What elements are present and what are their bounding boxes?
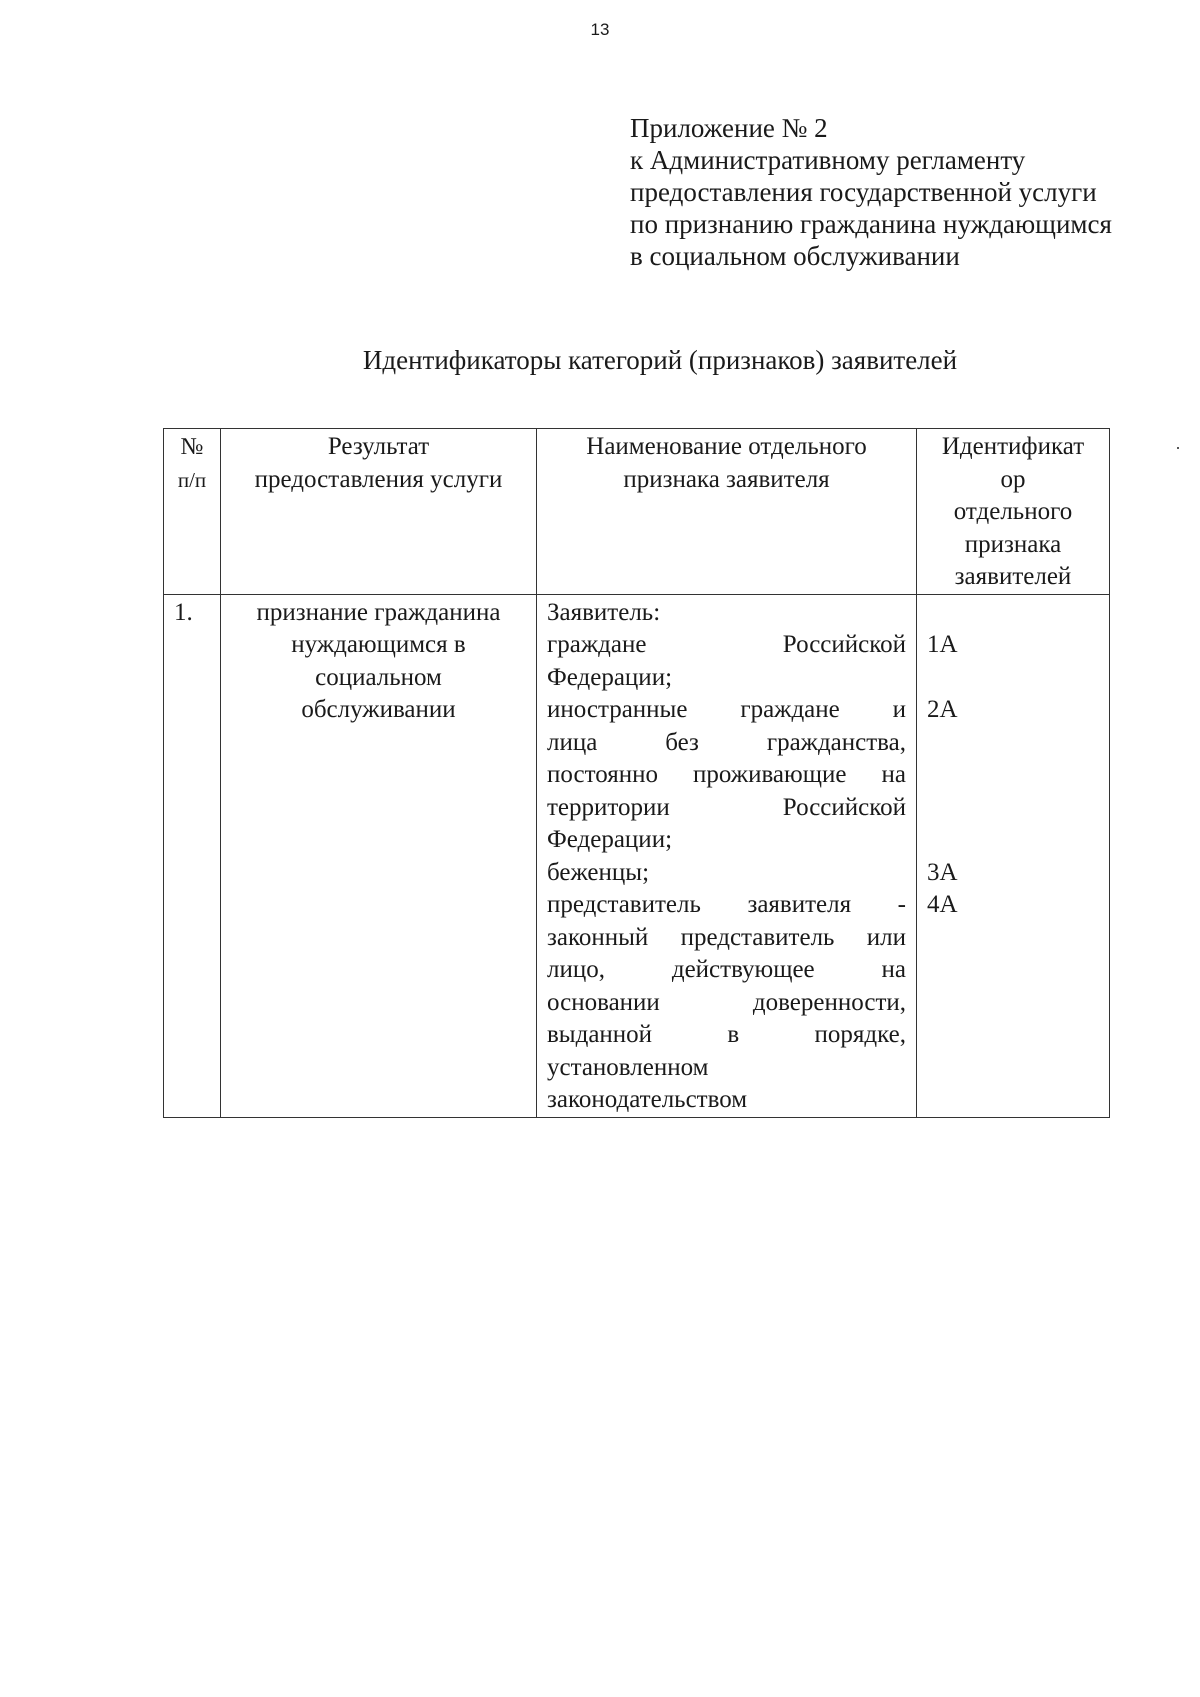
row-id-line: 1А: [927, 631, 958, 658]
row-name-line: представитель заявителя -: [547, 891, 906, 918]
row-name-line: граждане Российской: [547, 631, 906, 658]
row-number: 1.: [164, 594, 221, 1117]
row-name-line: выданной в порядке,: [547, 1021, 906, 1048]
row-name-line: Федерации;: [547, 663, 673, 691]
appendix-line: по признанию гражданина нуждающимся: [630, 209, 1112, 239]
row-result-line: обслуживании: [301, 696, 456, 723]
header-number: [164, 429, 221, 595]
row-name-line: иностранные граждане и: [547, 696, 906, 723]
row-result-line: нуждающимся в: [291, 631, 466, 658]
scan-speck: [1177, 447, 1179, 449]
appendix-line: Приложение № 2: [630, 113, 828, 143]
appendix-line: в социальном обслуживании: [630, 241, 960, 271]
row-id-line: [927, 824, 1109, 857]
row-attribute-name: [537, 594, 917, 1117]
row-result-line: социальном: [315, 663, 442, 691]
appendix-line: предоставления государственной услуги: [630, 177, 1097, 207]
page-number: 13: [590, 20, 610, 39]
header-number-abbrev: п/п: [177, 467, 207, 492]
header-result-line: Результат: [327, 433, 430, 460]
appendix-header: [630, 112, 1190, 272]
header-id-line: отдельного: [953, 498, 1073, 525]
header-result: [221, 429, 537, 595]
row-name-line: постоянно проживающие на: [547, 761, 906, 788]
row-id-line: 4А: [927, 891, 958, 918]
header-name-line: Наименование отдельного: [586, 433, 867, 460]
row-id-line: 2А: [927, 696, 958, 723]
row-name-line: законный представитель или: [547, 923, 906, 951]
header-result-line: предоставления услуги: [254, 465, 503, 493]
row-name-line: основании доверенности,: [547, 988, 906, 1016]
row-name-line: законодательством: [547, 1086, 748, 1113]
identifiers-table: [163, 428, 1110, 1118]
header-identifier: [917, 429, 1110, 595]
row-id-line: [927, 759, 1109, 792]
header-id-line: признака: [964, 530, 1062, 558]
row-name-line: лица без гражданства,: [547, 728, 906, 756]
row-name-line: беженцы;: [547, 858, 650, 886]
row-id-line: [927, 727, 1109, 760]
row-name-line: территории Российской: [547, 793, 906, 821]
table-row: [164, 594, 1110, 1117]
row-id-line: 3А: [927, 858, 958, 886]
row-name-line: Заявитель:: [547, 598, 661, 626]
row-name-line: Федерации;: [547, 826, 673, 853]
table-header-row: [164, 429, 1110, 595]
document-title: Идентификаторы категорий (признаков) заявителей: [362, 345, 958, 375]
header-id-line: ор: [1000, 465, 1026, 493]
row-id-line: [927, 662, 1109, 695]
header-number-sign: №: [180, 434, 204, 460]
appendix-line: к Административному регламенту: [630, 145, 1026, 175]
row-result: [221, 594, 537, 1117]
header-name-line: признака заявителя: [623, 465, 830, 493]
row-name-line: лицо, действующее на: [547, 956, 906, 983]
row-identifiers: [917, 594, 1110, 1117]
header-attribute-name: [537, 429, 917, 595]
header-id-line: заявителей: [954, 563, 1072, 590]
header-id-line: Идентификат: [941, 433, 1085, 460]
row-name-line: установленном: [547, 1053, 709, 1081]
row-id-line: [927, 792, 1109, 825]
row-id-line: [927, 597, 1109, 630]
row-result-line: признание гражданина: [256, 598, 501, 626]
